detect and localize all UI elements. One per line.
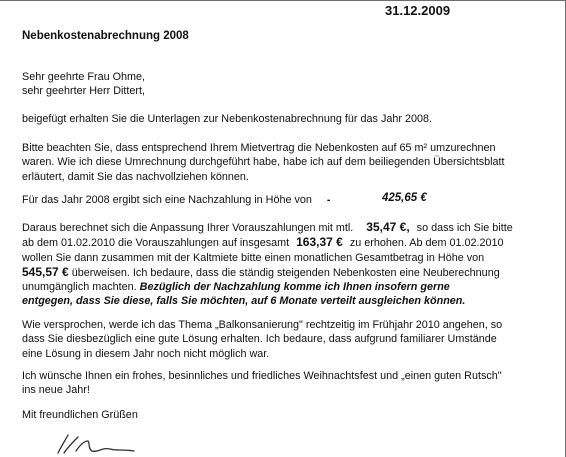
nachzahlung-amount: 425,65 € bbox=[382, 192, 427, 204]
salutation-line-2: sehr geehrter Herr Dittert, bbox=[22, 85, 146, 98]
handwritten-signature bbox=[54, 431, 144, 457]
letter-date: 31.12.2009 bbox=[385, 3, 451, 18]
total-prepayment-amount: 163,37 € bbox=[296, 235, 343, 250]
wishes-paragraph: Ich wünsche Ihnen ein frohes, besinnliches und friedliches Weihnachtsfest und „einen guten Rutsch" ins neue Jahr! bbox=[22, 370, 502, 397]
adjustment-paragraph: Daraus berechnet sich die Anpassung Ihrer Vorauszahlungen mit mtl. 35,47 €, so dass ich Sie bitte ab dem 01.02.2010 die Vorauszahlungen auf insgesamt 163,37 € zu erhohen. Ab dem 01.02.2010 wollen Sie dann zusammen mit der Kaltmiete bitte einen monatlichen Gesamtbetrag in Höhe von 545,57 € überweisen. Ich bedaure, dass die ständig steigenden Nebenkosten eine Neuberechnung unumgänglich machten. Bezüglich der Nachzahlung komme ich Ihnen insofern gerne entgegen, dass Sie diese, falls Sie möchten, auf 6 Monate verteilt ausgleichen können. bbox=[22, 220, 513, 308]
salutation bbox=[22, 70, 145, 99]
nachzahlung-line bbox=[22, 193, 331, 207]
page-border-top bbox=[0, 0, 566, 1]
total-monthly-amount: 545,57 € bbox=[22, 264, 69, 279]
installment-offer-cont: entgegen, dass Sie diese, falls Sie möchten, auf 6 Monate verteilt ausgleichen können. bbox=[22, 295, 466, 308]
salutation-line-1: Sehr geehrte Frau Ohme, bbox=[22, 71, 146, 83]
balkon-paragraph: Wie versprochen, werde ich das Thema „Balkonsanierung" rechtzeitig im Frühjahr 2010 angehen, so dass Sie diesbezüglich eine gute Lösung erhalten. Ich bedaure, dass aufgrund familiarer Umstände eine Lösung in diesem Jahr noch nicht möglich war. bbox=[22, 319, 503, 360]
closing: Mit freundlichen Grüßen bbox=[22, 409, 138, 421]
letter-title: Nebenkostenabrechnung 2008 bbox=[22, 30, 189, 42]
nachzahlung-text: Für das Jahr 2008 ergibt sich eine Nachzahlung in Höhe von bbox=[22, 194, 312, 206]
monthly-amount: 35,47 €, bbox=[366, 220, 410, 234]
conversion-paragraph: Bitte beachten Sie, dass entsprechend Ihrem Mietvertrag die Nebenkosten auf 65 m² umzurechnen waren. Wie ich diese Umrechnung durchgeführt habe, habe ich auf dem beiliegenden Übersichtsblatt erläutert, damit Sie das nachvollziehen können. bbox=[22, 142, 505, 183]
intro-paragraph: beigefügt erhalten Sie die Unterlagen zur Nebenkostenabrechnung für das Jahr 2008. bbox=[22, 113, 432, 125]
nachzahlung-dash: - bbox=[326, 194, 331, 206]
installment-offer: Bezüglich der Nachzahlung komme ich Ihnen insofern gerne bbox=[139, 281, 450, 294]
